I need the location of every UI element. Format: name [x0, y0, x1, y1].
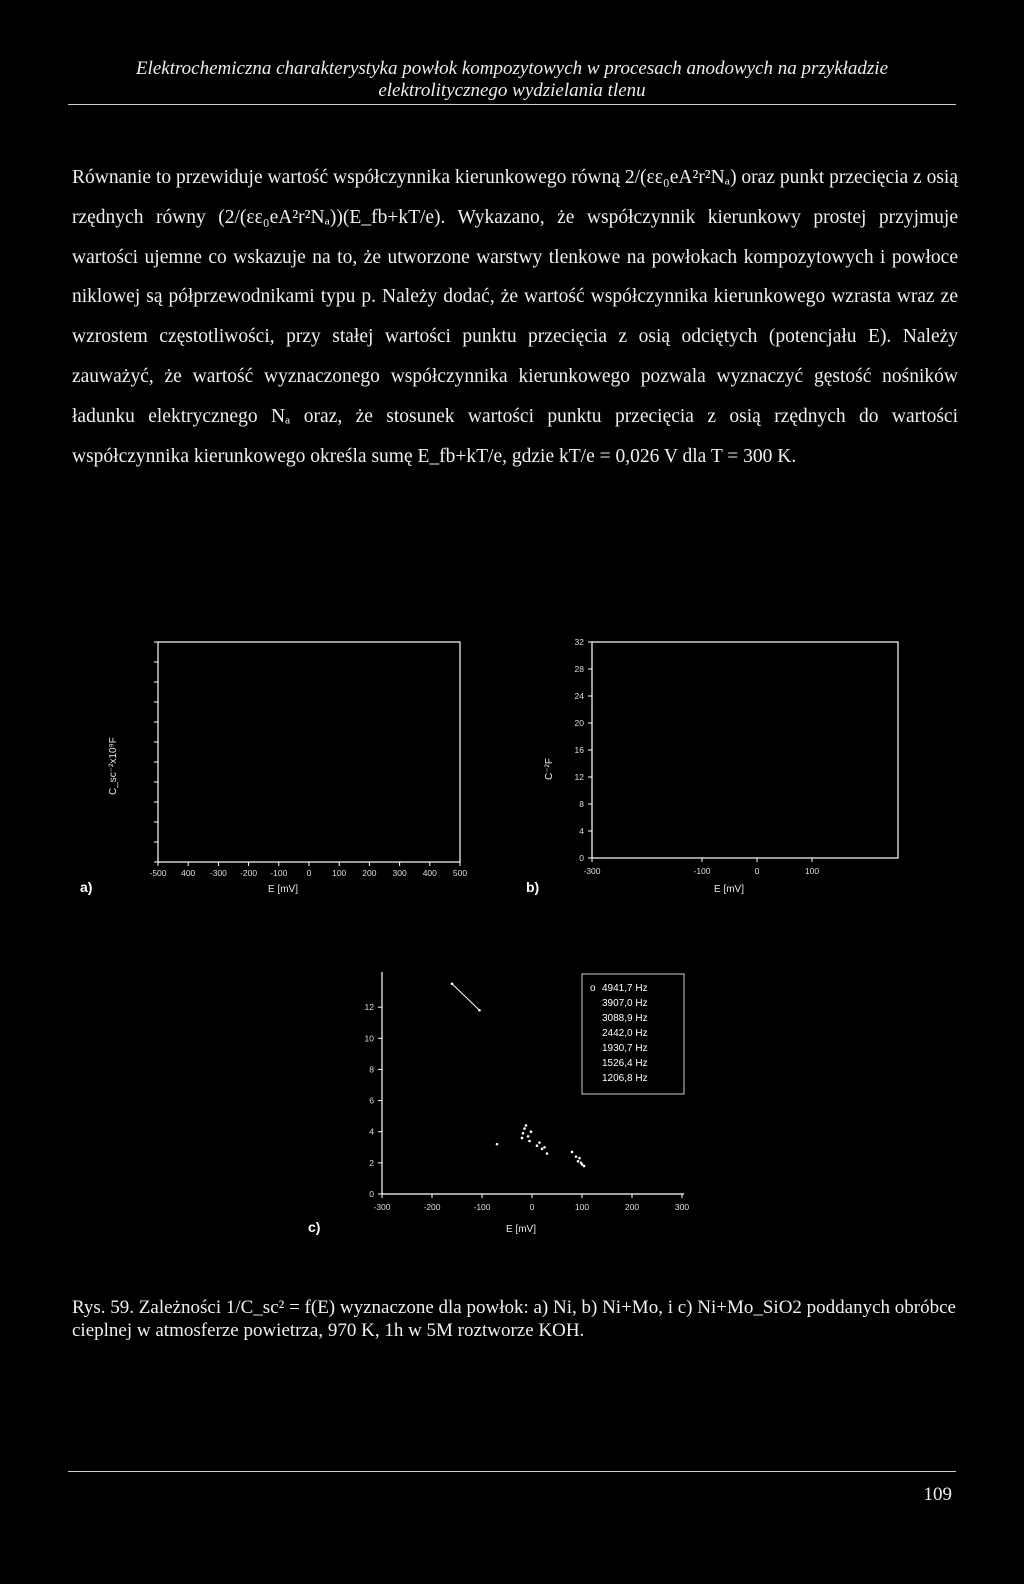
figure-c-x-tick-label: -200 — [423, 1202, 441, 1212]
page-number: 109 — [923, 1484, 952, 1505]
figure-c-label: c) — [308, 1219, 321, 1235]
figure-c-legend-entry: 1526,4 Hz — [602, 1058, 648, 1069]
figure-a-ylabel: C_sc⁻²x10⁹F — [108, 737, 119, 795]
figure-b-y-tick-label: 24 — [574, 691, 584, 701]
figure-b-xlabel: E [mV] — [714, 884, 745, 895]
body-text — [72, 158, 958, 476]
figure-c-legend-marker: o — [590, 983, 596, 994]
caption-text: Rys. 59. Zależności 1/C_sc² = f(E) wyznaczone dla powłok: a) Ni, b) Ni+Mo, i c) Ni+Mo_SiO2 poddanych obróbce cieplnej w atmosferze powietrza, 970 K, 1h w 5M roztworze KOH. — [72, 1297, 956, 1341]
figure-c-x-tick-label: -100 — [473, 1202, 491, 1212]
figure-c-y-tick-label: 2 — [369, 1157, 374, 1168]
figure-caption — [72, 1296, 958, 1342]
figure-c-data-point — [525, 1124, 528, 1127]
figure-c-data-point — [496, 1143, 499, 1146]
figure-b-x-tick-label: 100 — [804, 866, 820, 876]
figure-a-xlabel: E [mV] — [268, 884, 299, 895]
figure-b-label: b) — [526, 879, 540, 895]
figure-c-x-tick-label: 0 — [529, 1202, 535, 1212]
figure-c-legend-entry: 3088,9 Hz — [602, 1013, 648, 1024]
figure-c-data-point — [521, 1137, 524, 1140]
figure-c-data-point — [583, 1165, 586, 1168]
figure-b-x-tick-label: -300 — [583, 866, 601, 876]
figure-c-x-tick-label: -300 — [373, 1202, 391, 1212]
figure-c-series-line — [452, 984, 480, 1010]
figure-c-data-point — [571, 1151, 574, 1154]
figure-b-x-ticks — [583, 858, 819, 876]
header-rule — [68, 104, 956, 105]
figure-c-legend-entry: 1930,7 Hz — [602, 1043, 648, 1054]
figure-a-x-tick-label: -300 — [209, 868, 227, 878]
figure-b-y-tick-label: 12 — [574, 772, 584, 782]
figure-c-legend — [582, 974, 684, 1094]
figure-b-y-tick-label: 8 — [579, 799, 584, 809]
figure-c-legend-entry: 2442,0 Hz — [602, 1028, 648, 1039]
figure-a-plot-area — [158, 642, 460, 862]
figure-c-data-point — [575, 1155, 578, 1158]
figure-c-data-point — [546, 1152, 549, 1155]
footer-rule — [68, 1471, 956, 1472]
figure-b-y-tick-label: 32 — [574, 637, 584, 647]
figure-c-y-ticks — [365, 1002, 382, 1199]
figure-c-y-tick-label: 12 — [364, 1002, 374, 1013]
figure-c-data-point — [577, 1160, 580, 1163]
figure-c-data-point — [543, 1146, 546, 1149]
figure-c — [290, 962, 710, 1240]
figure-c-data-point — [523, 1127, 526, 1130]
figure-a-x-tick-label: 100 — [332, 868, 347, 878]
figure-c-legend-entry: 1206,8 Hz — [602, 1073, 648, 1084]
figure-b-y-ticks — [575, 637, 592, 863]
figure-a-x-tick-label: 200 — [362, 868, 377, 878]
figure-c-data-point — [522, 1132, 525, 1135]
figure-c-data-point — [530, 1130, 533, 1133]
figure-c-xlabel: E [mV] — [506, 1224, 537, 1235]
figure-b-x-tick-label: -100 — [693, 866, 711, 876]
figure-a-x-tick-label: -200 — [240, 868, 258, 878]
figure-c-legend-entry: 4941,7 Hz — [602, 983, 648, 994]
figure-a-x-tick-label: -500 — [149, 868, 167, 878]
running-header-line1: Elektrochemiczna charakterystyka powłok kompozytowych w procesach anodowych na przykładzie — [135, 58, 889, 79]
figure-b-y-tick-label: 20 — [574, 718, 584, 728]
figure-b-x-tick-label: 0 — [754, 866, 760, 876]
figure-b-y-tick-label: 16 — [574, 745, 584, 755]
figure-a-label: a) — [80, 879, 93, 895]
running-header-line2: elektrolitycznego wydzielania tlenu — [378, 80, 646, 101]
figure-c-y-tick-label: 0 — [369, 1189, 374, 1199]
figure-c-y-tick-label: 4 — [369, 1126, 374, 1137]
figure-c-data-point — [578, 1157, 581, 1160]
figure-a — [72, 630, 492, 902]
figure-c-data-point — [536, 1144, 539, 1147]
running-header — [60, 58, 964, 102]
figure-a-x-tick-label: 400 — [422, 868, 437, 878]
figure-c-data-point — [538, 1141, 541, 1144]
figure-c-legend-entry: 3907,0 Hz — [602, 998, 648, 1009]
figure-b — [510, 630, 910, 902]
figure-c-x-tick-label: 100 — [574, 1202, 590, 1212]
figure-c-data-point — [528, 1140, 531, 1143]
figure-a-x-tick-label: 300 — [392, 868, 407, 878]
figure-a-x-ticks — [149, 642, 467, 878]
figure-c-y-tick-label: 10 — [364, 1033, 374, 1044]
figure-a-x-tick-label: 0 — [306, 868, 312, 878]
figure-a-x-tick-label: -100 — [270, 868, 288, 878]
figure-c-y-tick-label: 8 — [369, 1064, 374, 1075]
figure-c-data-point — [527, 1135, 530, 1138]
figure-b-y-tick-label: 4 — [579, 826, 584, 836]
figure-b-y-tick-label: 0 — [579, 853, 584, 863]
figure-a-x-tick-label: 500 — [452, 868, 468, 878]
figure-b-ylabel: C⁻²F — [544, 758, 555, 780]
figure-c-x-tick-label: 300 — [674, 1202, 690, 1212]
figure-c-x-ticks — [373, 1194, 689, 1212]
paragraph: Równanie to przewiduje wartość współczynnika kierunkowego równą 2/(εε₀eA²r²Nₐ) oraz punkt przecięcia z osią rzędnych równy (2/(εε₀eA²r²Nₐ))(E_fb+kT/e). Wykazano, że współczynnik kierunkowy prostej przyjmuje wartości ujemne co wskazuje na to, że utworzone warstwy tlenkowe na powłokach kompozytowych i powłoce niklowej są półprzewodnikami typu p. Należy dodać, że wartość współczynnika kierunkowego wzrasta wraz ze wzrostem częstotliwości, przy stałej wartości punktu przecięcia z osią odciętych (potencjału E). Należy zauważyć, że wartość wyznaczonego współczynnika kierunkowego pozwala wyznaczyć gęstość nośników ładunku elektrycznego Nₐ oraz, że stosunek wartości punktu przecięcia z osią rzędnych do wartości współczynnika kierunkowego określa sumę E_fb+kT/e, gdzie kT/e = 0,026 V dla T = 300 K. — [72, 167, 958, 467]
figure-c-y-tick-label: 6 — [369, 1095, 374, 1106]
figure-a-x-tick-label: 400 — [181, 868, 196, 878]
figure-c-data-point — [541, 1148, 544, 1151]
figure-c-points — [451, 982, 586, 1167]
figure-c-x-tick-label: 200 — [624, 1202, 640, 1212]
figure-b-y-tick-label: 28 — [574, 664, 584, 674]
figure-b-plot-area — [592, 642, 898, 858]
